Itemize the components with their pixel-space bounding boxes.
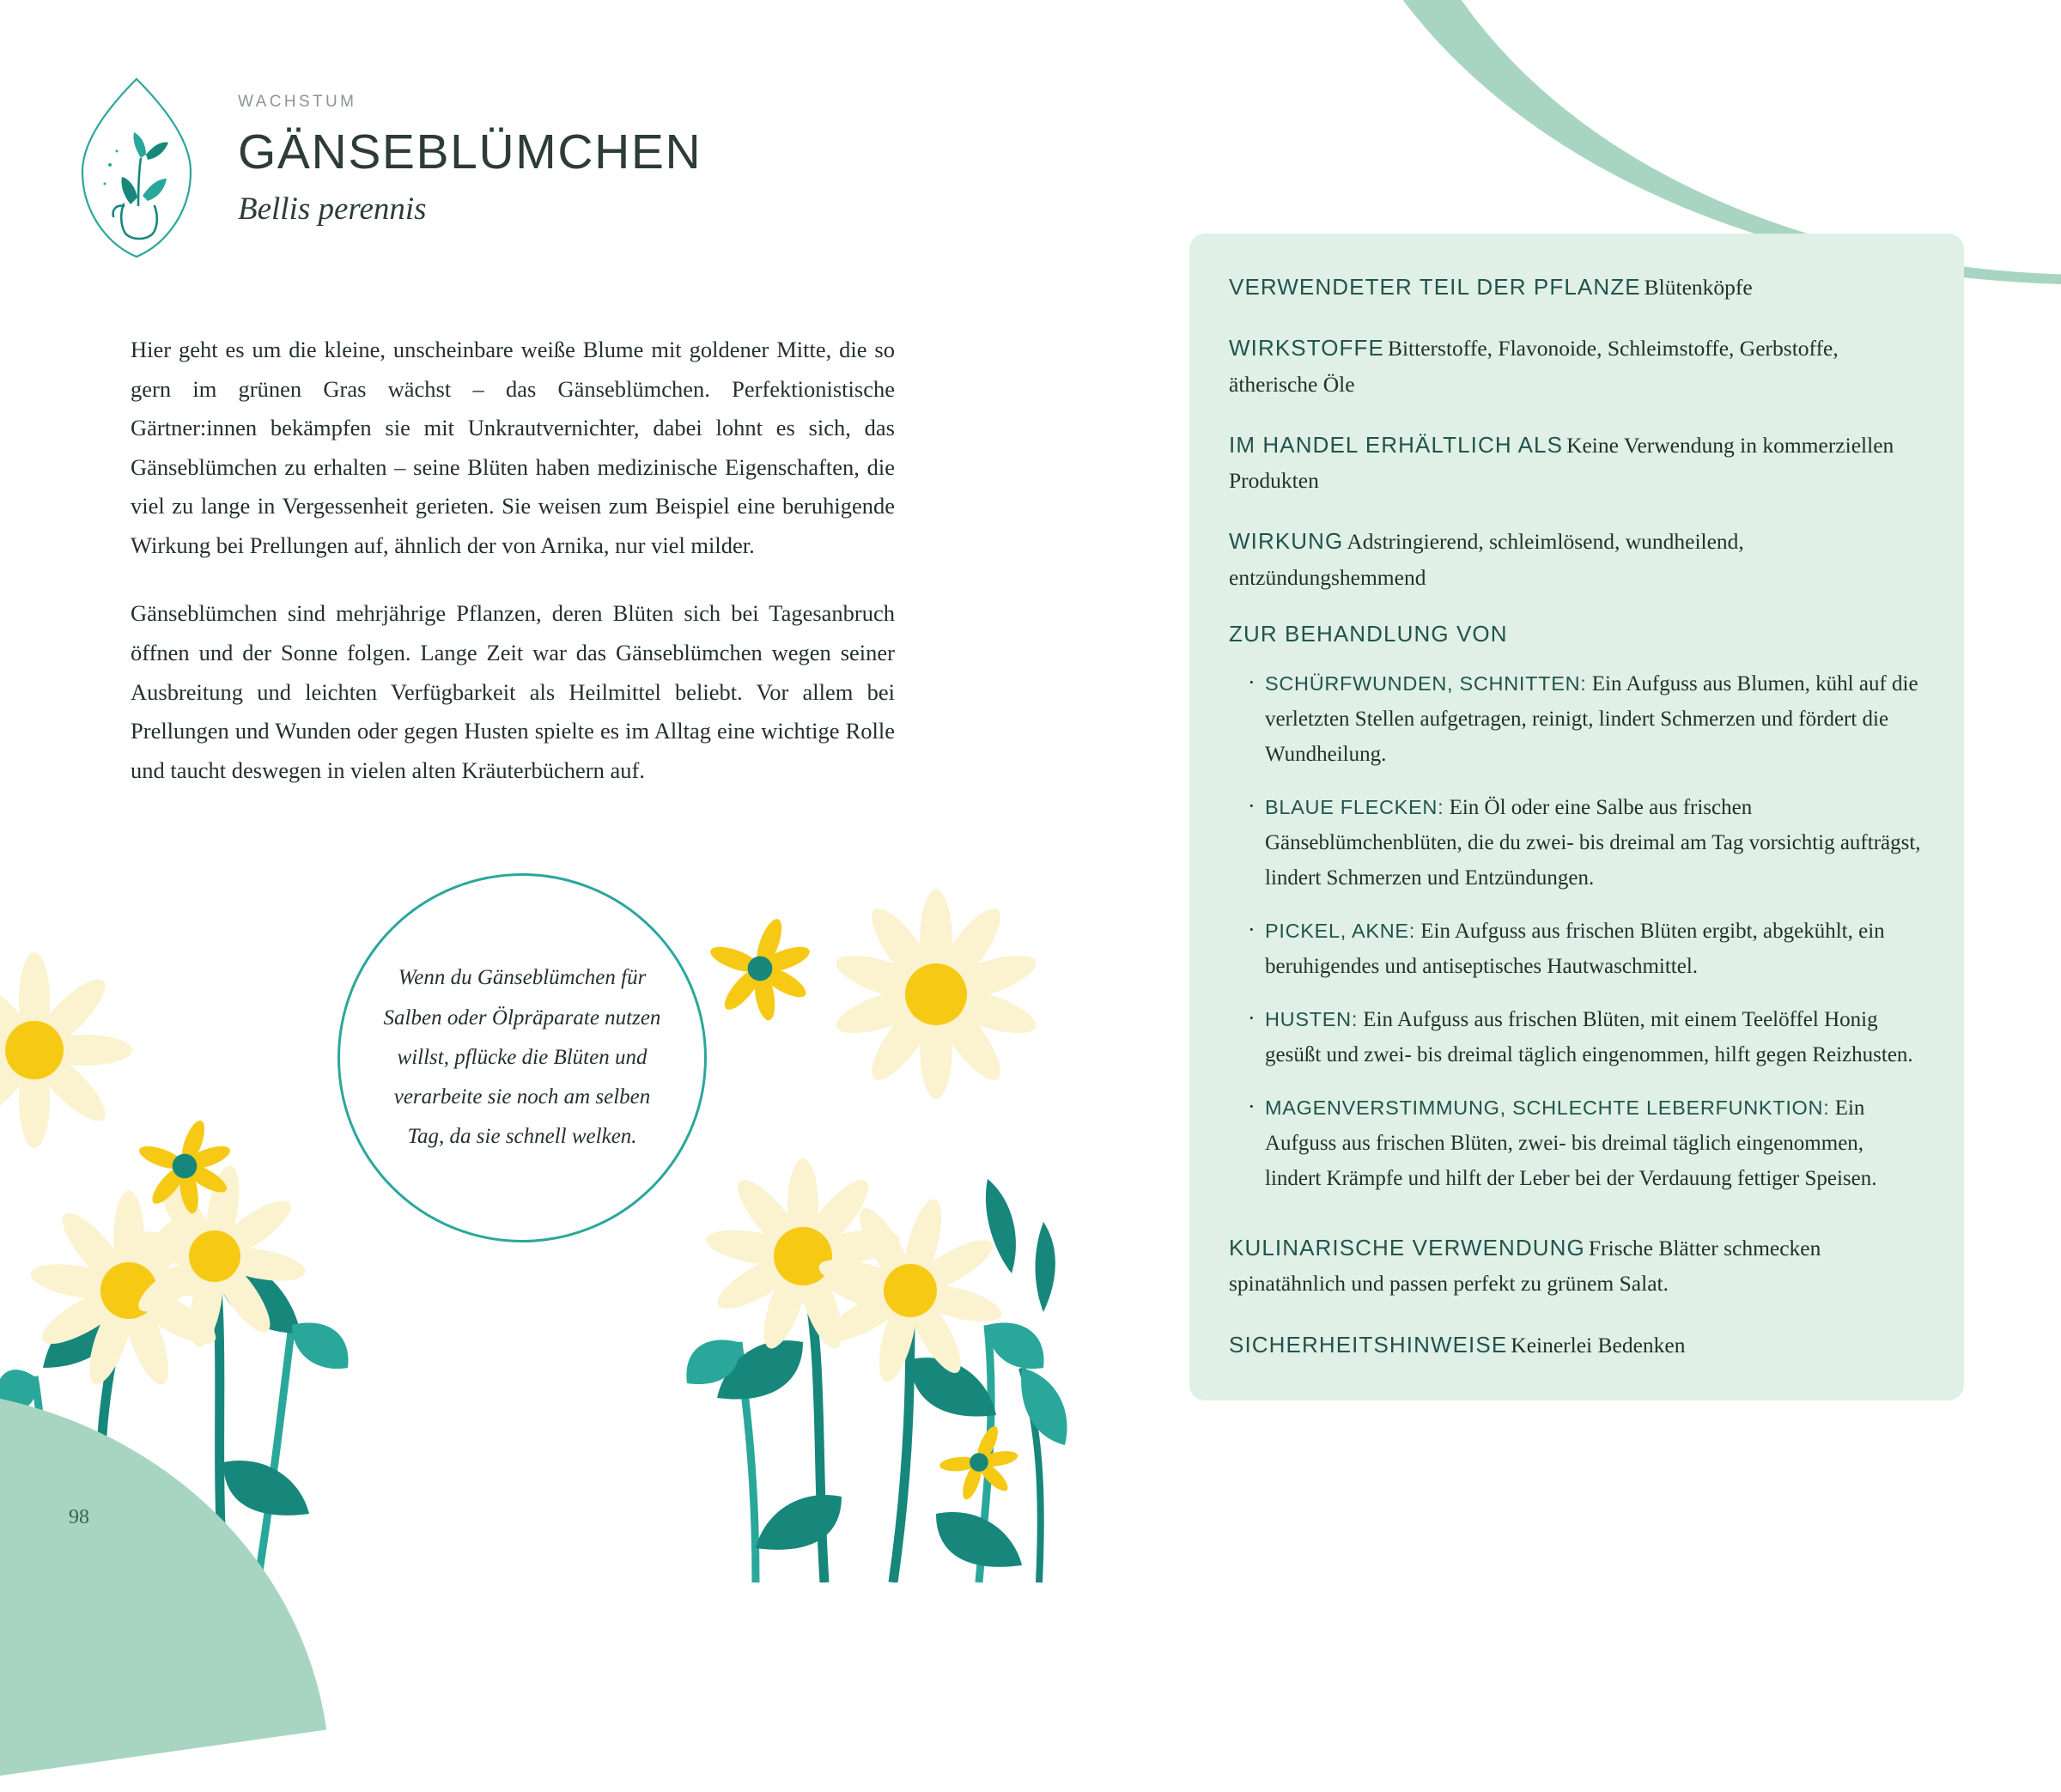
list-item (1265, 790, 1924, 896)
corner-leaf-icon (1829, 0, 1958, 258)
tip-text: Wenn du Gänseblümchen für Salben oder Ölpräparate nutzen willst, pflücke die Blüten und verarbeite sie noch am selben Tag, da sie schnell welken. (383, 966, 661, 1149)
paragraph-2: Gänseblümchen sind mehrjährige Pflanzen, deren Blüten sich bei Tagesanbruch öffnen und der Sonne folgen. Lange Zeit war das Gänseblümchen wegen seiner Ausbreitung und leichten Verfügbarkeit als Heilmittel beliebt. Vor allem bei Prellungen und Wunden oder gegen Husten spielte es im Alltag eine wichtige Rolle und taucht deswegen in vielen alten Kräuterbüchern auf. (131, 600, 895, 783)
list-item (1265, 666, 1924, 772)
treatment-text: Ein Aufguss aus frischen Blüten ergibt, abgekühlt, ein beruhigendes und antiseptisches Hautwaschmittel. (1265, 920, 1885, 979)
page-title: GÄNSEBLÜMCHEN (238, 125, 702, 179)
treatment-text: Ein Aufguss aus Blumen, kühl auf die verletzten Stellen aufgetragen, reinigt, lindert Schmerzen und fördert die Wundheilung. (1265, 672, 1918, 767)
tip-callout (337, 873, 707, 1242)
info-value: Keinerlei Bedenken (1511, 1332, 1686, 1358)
info-entry-commercial-availability (1229, 428, 1924, 499)
info-label: KULINARISCHE VERWENDUNG (1229, 1235, 1585, 1261)
treatment-text: Ein Aufguss aus frischen Blüten, mit einem Teelöffel Honig gesüßt und zwei- bis dreimal täglich eingenommen, hilft gegen Reizhusten. (1265, 1008, 1913, 1067)
treatments-heading: ZUR BEHANDLUNG VON (1229, 621, 1508, 647)
plant-info-panel (1189, 234, 1964, 1400)
intro-text (131, 331, 895, 790)
treatment-name: BLAUE FLECKEN: (1265, 796, 1444, 819)
treatment-name: HUSTEN: (1265, 1008, 1359, 1031)
treatments-list (1229, 666, 1924, 1196)
list-item (1265, 1002, 1924, 1072)
page-number: 98 (69, 1506, 89, 1528)
list-item (1265, 1090, 1924, 1196)
info-entry-effect (1229, 524, 1924, 595)
treatment-text: Ein Aufguss aus frischen Blüten, zwei- bis dreimal täglich eingenommen, lindert Krämpfe und hilft der Leber bei der Verdauung fettiger Speisen. (1265, 1096, 1877, 1191)
info-label: SICHERHEITSHINWEISE (1229, 1331, 1508, 1358)
hand-holding-plant-emblem-icon (79, 76, 195, 260)
info-entry-used-part (1229, 270, 1924, 305)
info-value: Frische Blätter schmecken spinatähnlich und passen perfekt zu grünem Salat. (1229, 1236, 1821, 1297)
info-value: Adstringierend, schleimlösend, wundheilend, entzündungshemmend (1229, 529, 1744, 590)
latin-name: Bellis perennis (238, 191, 427, 227)
page-header (79, 76, 702, 260)
info-label: VERWENDETER TEIL DER PFLANZE (1229, 274, 1641, 300)
info-label: WIRKSTOFFE (1229, 335, 1384, 361)
info-value: Keine Verwendung in kommerziellen Produkten (1229, 432, 1894, 494)
treatment-name: MAGENVERSTIMMUNG, SCHLECHTE LEBERFUNKTION: (1265, 1096, 1830, 1120)
info-entry-culinary-use (1229, 1230, 1924, 1302)
info-entry-active-substances (1229, 331, 1924, 402)
month-tab-april: APRIL (1940, 16, 1992, 69)
info-label: IM HANDEL ERHÄLTLICH ALS (1229, 431, 1564, 458)
list-item (1265, 914, 1924, 984)
info-entry-safety (1229, 1327, 1924, 1363)
section-kicker: WACHSTUM (238, 93, 357, 111)
info-value: Blütenköpfe (1644, 275, 1753, 300)
info-label: WIRKUNG (1229, 528, 1344, 555)
treatment-name: SCHÜRFWUNDEN, SCHNITTEN: (1265, 672, 1587, 696)
paragraph-1: Hier geht es um die kleine, unscheinbare weiße Blume mit goldener Mitte, die so gern im grünen Gras wächst – das Gänseblümchen. Perfektionistische Gärtner:innen bekämpfen sie mit Unkrautvernichter, dabei lohnt es sich, das Gänseblümchen zu erhalten – seine Blüten haben medizinische Eigenschaften, die viel zu lange in Vergessenheit gerieten. Sie weisen zum Beispiel eine beruhigende Wirkung bei Prellungen auf, ähnlich der von Arnika, nur viel milder. (131, 337, 895, 558)
treatments-section (1229, 621, 1924, 1196)
treatment-name: PICKEL, AKNE: (1265, 920, 1415, 943)
treatment-text: Ein Öl oder eine Salbe aus frischen Gänseblümchenblüten, die du zwei- bis dreimal am Tag vorsichtig aufträgst, lindert Schmerzen und Entzündungen. (1265, 796, 1921, 890)
info-value: Bitterstoffe, Flavonoide, Schleimstoffe, Gerbstoffe, ätherische Öle (1229, 336, 1839, 397)
